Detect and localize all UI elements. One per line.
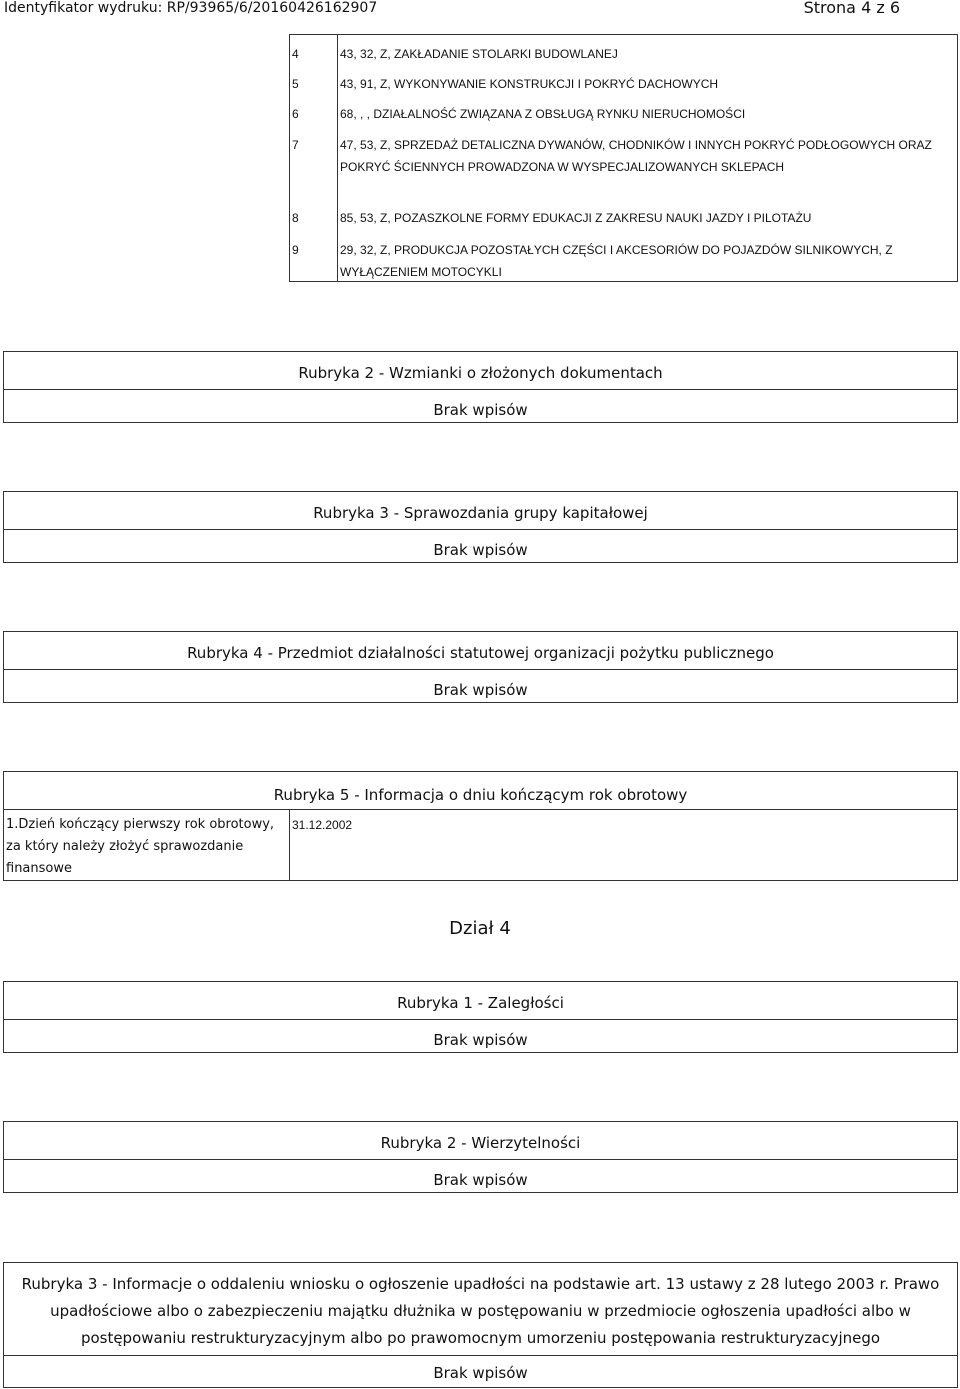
pkd-row-text: 29, 32, Z, PRODUKCJA POZOSTAŁYCH CZĘŚCI I AKCESORIÓW DO POJAZDÓW SILNIKOWYCH, Z WYŁĄCZENIEM MOTOCYKLI [340,243,893,279]
dzial4-rubryka-2-box [3,1121,958,1193]
rubryka-4-box [3,631,958,703]
pkd-row-number: 5 [292,77,299,91]
pkd-row-text: 85, 53, Z, POZASZKOLNE FORMY EDUKACJI Z ZAKRESU NAUKI JAZDY I PILOTAŻU [340,211,812,225]
pkd-row-number: 6 [292,107,299,121]
fiscal-year-end-value: 31.12.2002 [292,818,353,832]
dzial4-rubryka-3-box [3,1262,958,1388]
divider [4,1159,957,1160]
dzial4-rubryka-1-title: Rubryka 1 - Zaległości [397,994,564,1012]
rubryka-2-box [3,351,958,423]
pkd-table [289,34,958,282]
dzial4-rubryka-1-box [3,981,958,1053]
pkd-row-text: 43, 91, Z, WYKONYWANIE KONSTRUKCJI I POKRYĆ DACHOWYCH [340,77,719,91]
rubryka-2-title: Rubryka 2 - Wzmianki o złożonych dokumentach [298,364,663,382]
rubryka-5-title: Rubryka 5 - Informacja o dniu kończącym rok obrotowy [273,786,688,804]
rubryka-2-body: Brak wpisów [433,401,528,419]
dzial4-rubryka-3-title: Rubryka 3 - Informacje o oddaleniu wniosku o ogłoszenie upadłości na podstawie art. 13 ustawy z 28 lutego 2003 r. Prawo upadłościowe albo o zabezpieczeniu majątku dłużnika w postępowaniu w przedmiocie ogłoszenia upadłości albo w postępowaniu restrukturyzacyjnym albo po prawomocnym umorzeniu postępowania restrukturyzacyjnego [21,1275,940,1347]
divider [4,529,957,530]
page-number: Strona 4 z 6 [803,0,900,17]
dzial4-rubryka-1-body: Brak wpisów [433,1031,528,1049]
dzial4-rubryka-3-body: Brak wpisów [433,1364,528,1382]
rubryka-4-title: Rubryka 4 - Przedmiot działalności statutowej organizacji pożytku publicznego [187,644,774,662]
section-title: Dział 4 [449,918,511,939]
column-divider [337,35,338,281]
divider [4,1355,957,1356]
divider [4,389,957,390]
pkd-row-text: 68, , , DZIAŁALNOŚĆ ZWIĄZANA Z OBSŁUGĄ RYNKU NIERUCHOMOŚCI [340,107,746,121]
print-identifier: Identyfikator wydruku: RP/93965/6/20160426162907 [4,0,378,16]
pkd-row-text: 47, 53, Z, SPRZEDAŻ DETALICZNA DYWANÓW, CHODNIKÓW I INNYCH POKRYĆ PODŁOGOWYCH ORAZ POKRYĆ ŚCIENNYCH PROWADZONA W WYSPECJALIZOWANYCH SKLEPACH [340,138,932,174]
rubryka-5-box [3,771,958,881]
pkd-row-number: 4 [292,47,299,61]
rubryka-4-body: Brak wpisów [433,681,528,699]
column-divider [289,809,290,880]
pkd-row-text: 43, 32, Z, ZAKŁADANIE STOLARKI BUDOWLANEJ [340,47,618,61]
rubryka-3-title: Rubryka 3 - Sprawozdania grupy kapitałowej [313,504,648,522]
fiscal-year-end-label: 1.Dzień kończący pierwszy rok obrotowy, za który należy złożyć sprawozdanie finansowe [6,817,275,876]
divider [4,669,957,670]
dzial4-rubryka-2-body: Brak wpisów [433,1171,528,1189]
rubryka-3-box [3,491,958,563]
pkd-row-number: 8 [292,211,299,225]
rubryka-3-body: Brak wpisów [433,541,528,559]
pkd-row-number: 9 [292,243,299,257]
dzial4-rubryka-2-title: Rubryka 2 - Wierzytelności [380,1134,581,1152]
divider [4,809,957,810]
pkd-row-number: 7 [292,138,299,152]
divider [4,1019,957,1020]
